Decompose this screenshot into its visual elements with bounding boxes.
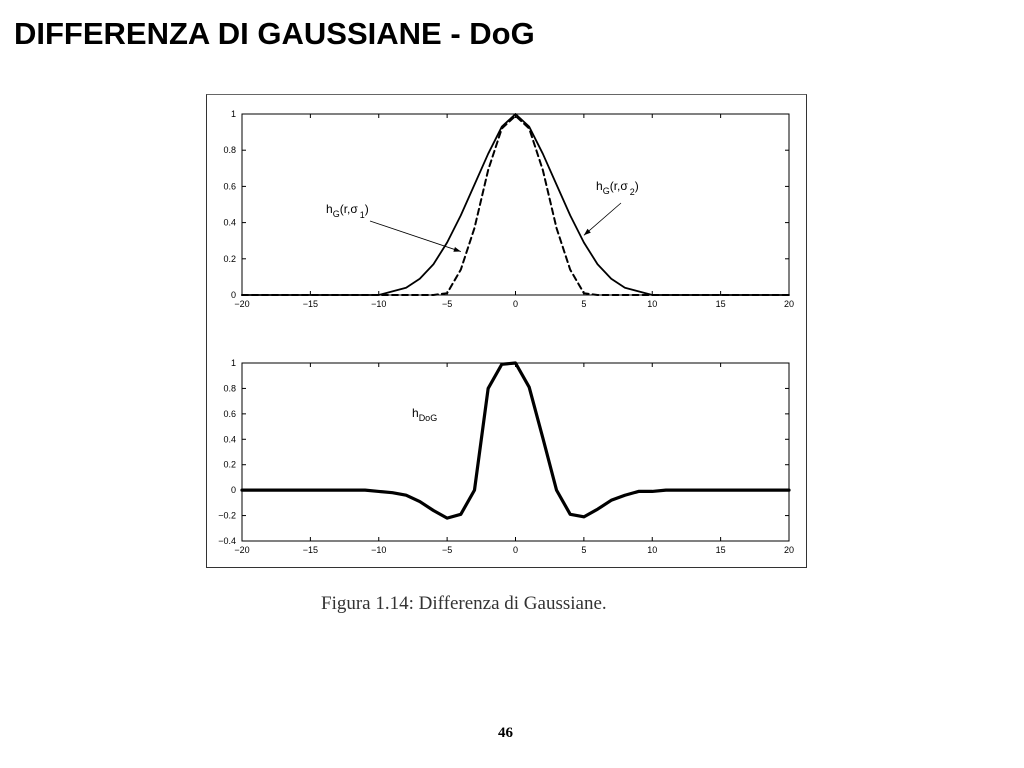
y-tick-label: 1 xyxy=(230,358,236,368)
x-tick-label: 15 xyxy=(715,545,726,555)
y-tick-label: 0.8 xyxy=(223,145,236,156)
x-tick-label: −20 xyxy=(234,299,250,309)
curve-label-base: h xyxy=(326,202,333,216)
y-tick-label: 0.4 xyxy=(223,217,236,228)
x-tick-label: 5 xyxy=(581,545,587,555)
curve-label xyxy=(412,406,437,423)
y-tick-label: 0.6 xyxy=(223,408,236,419)
curve-label-base: h xyxy=(596,179,603,193)
curve-label-args: (r,σ xyxy=(339,202,358,216)
plots-canvas xyxy=(207,95,806,567)
x-tick-label: 5 xyxy=(581,299,587,309)
x-tick-label: −10 xyxy=(371,299,387,309)
x-tick-label: −20 xyxy=(234,545,250,555)
x-tick-label: 20 xyxy=(783,545,795,555)
curve-label xyxy=(326,202,369,220)
x-tick-label: 15 xyxy=(715,299,726,309)
y-tick-label: −0.4 xyxy=(218,536,236,546)
y-tick-label: 0.2 xyxy=(223,459,236,470)
plot-2 xyxy=(218,358,794,555)
x-tick-label: 0 xyxy=(512,545,519,555)
y-tick-label: 0.2 xyxy=(223,253,236,264)
series-line-1 xyxy=(242,363,789,518)
curve-label-close: ) xyxy=(634,179,639,193)
x-tick-label: 10 xyxy=(647,545,658,555)
y-tick-label: 0.6 xyxy=(223,181,236,192)
curve-label-args: (r,σ xyxy=(609,179,628,193)
x-tick-label: −15 xyxy=(302,299,319,309)
curve-label-argsub: 1 xyxy=(359,210,365,220)
curve-label-base: h xyxy=(412,406,419,420)
y-tick-label: 0.4 xyxy=(223,434,236,445)
y-tick-label: 0 xyxy=(230,485,236,496)
page-number: 46 xyxy=(498,725,513,741)
x-tick-label: 20 xyxy=(783,299,795,309)
annotation-arrow-line xyxy=(584,203,621,235)
y-tick-label: 0 xyxy=(230,290,236,300)
figure-caption: Figura 1.14: Differenza di Gaussiane. xyxy=(321,593,607,614)
y-tick-label: 1 xyxy=(230,109,236,119)
plot-1 xyxy=(223,109,794,309)
curve-label-sub: DoG xyxy=(418,413,438,423)
x-tick-label: −15 xyxy=(302,545,319,555)
x-tick-label: 10 xyxy=(647,299,658,309)
figure-frame xyxy=(206,94,807,568)
curve-label xyxy=(596,179,639,197)
series-line-1 xyxy=(242,116,789,295)
x-tick-label: −10 xyxy=(371,545,387,555)
x-tick-label: 0 xyxy=(512,299,519,309)
x-tick-label: −5 xyxy=(441,545,453,555)
plot-axes-box xyxy=(242,114,789,295)
y-tick-label: −0.2 xyxy=(218,510,236,521)
plot-axes-box xyxy=(242,363,789,541)
curve-label-sub: G xyxy=(602,186,610,196)
series-line-2 xyxy=(242,114,789,295)
annotation-arrow-line xyxy=(370,221,461,252)
slide-title: DIFFERENZA DI GAUSSIANE - DoG xyxy=(14,16,535,51)
y-tick-label: 0.8 xyxy=(223,383,236,394)
curve-label-sub: G xyxy=(332,209,340,219)
annotation-arrow-head xyxy=(453,247,460,252)
curve-label-close: ) xyxy=(364,202,369,216)
x-tick-label: −5 xyxy=(441,299,453,309)
curve-label-argsub: 2 xyxy=(629,187,635,197)
